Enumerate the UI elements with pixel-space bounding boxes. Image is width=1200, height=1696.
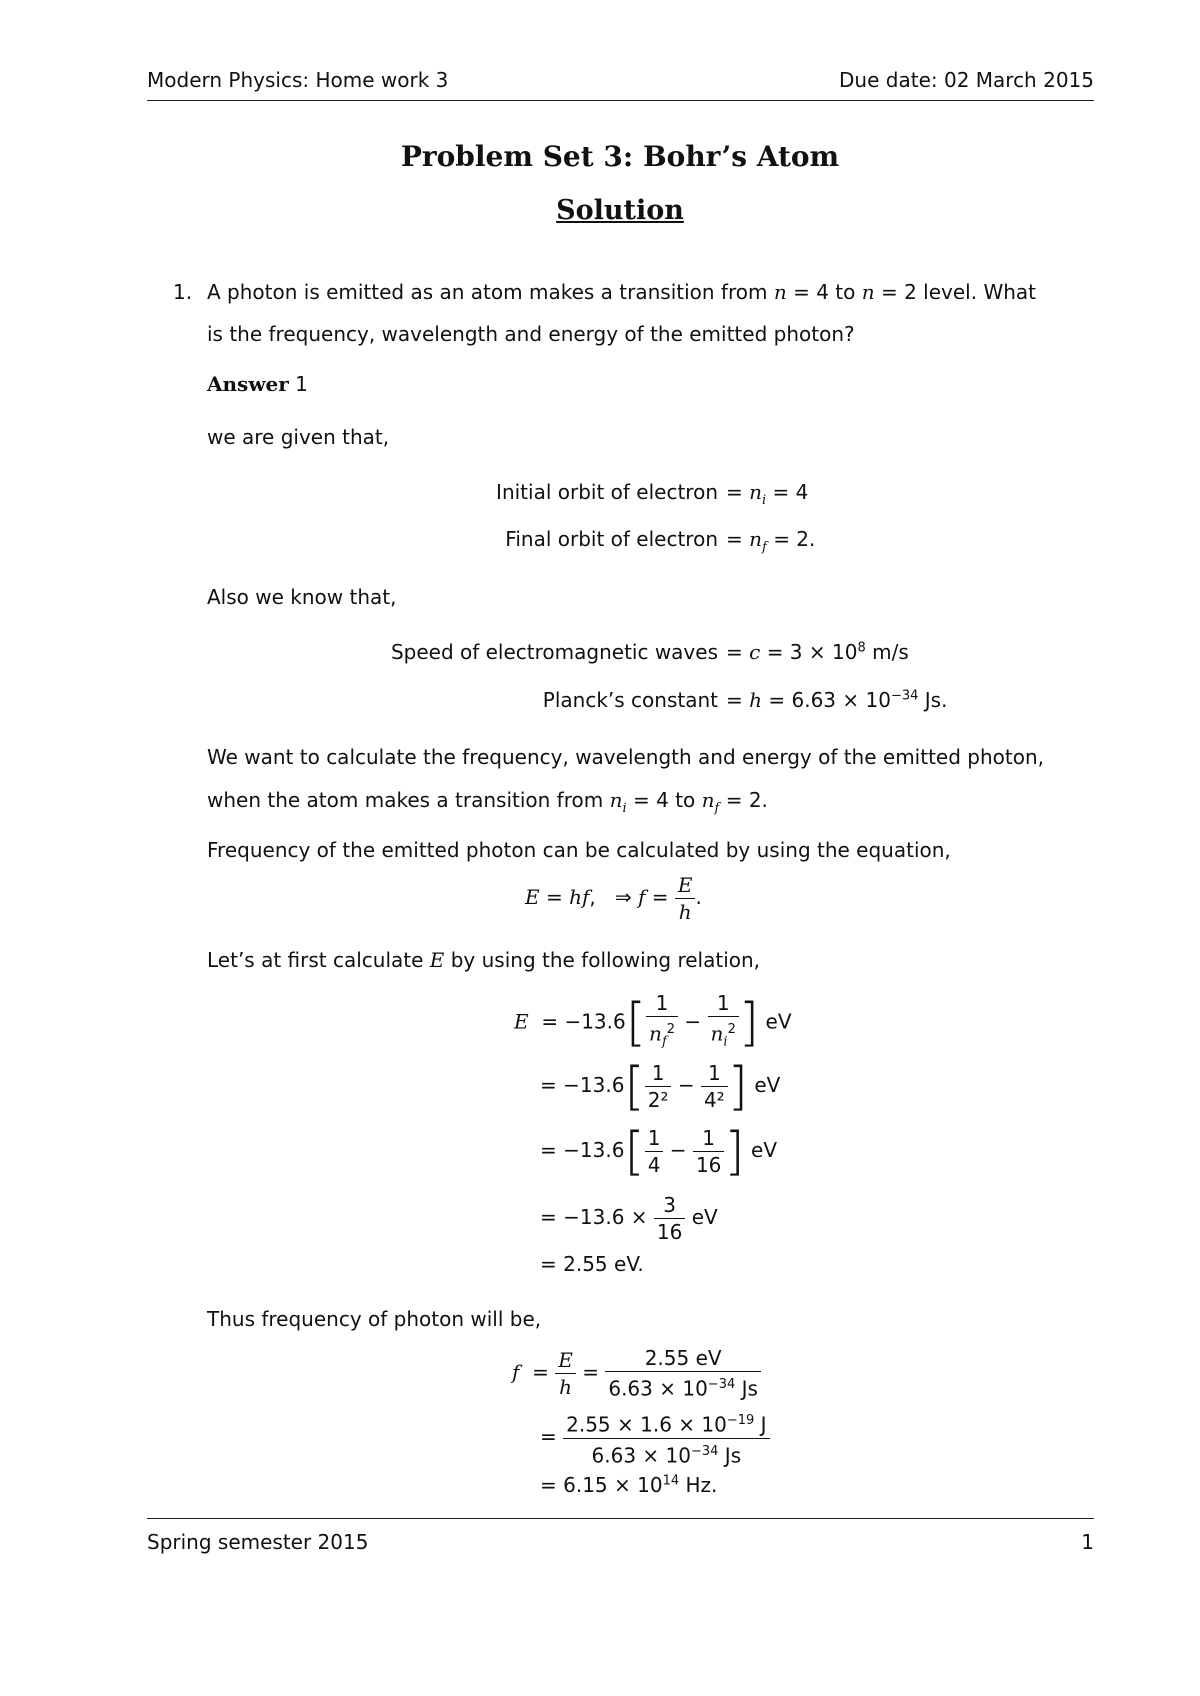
equation-e-hf: E = hf, ⇒ f = $\frac{E}{h}$ .: [525, 873, 702, 924]
question-number: 1.: [173, 280, 193, 304]
header-course: Modern Physics: Home work 3: [147, 68, 449, 92]
want-line2: when the atom makes a transition from $n_i = 4$ to $n_f = 2$.: [207, 788, 768, 816]
given-intro: we are given that,: [207, 425, 390, 449]
calc-intro: Let’s at first calculate E by using the following relation,: [207, 948, 761, 972]
header-rule: [147, 100, 1094, 101]
question-text-line2: is the frequency, wavelength and energy of the emitted photon?: [207, 322, 855, 346]
energy-step-4: = −13.6 × $\frac{3}{16}$ eV: [540, 1193, 718, 1244]
freq-step-1: f = $\frac{E}{h}$ = $\frac{2.55 eV}{6.63 \times 10^{-34} Js}$: [512, 1345, 761, 1402]
footer-rule: [147, 1518, 1094, 1519]
energy-step-2: = −13.6[ $\frac{1}{\text{2²}}$ − $\frac{1}{\text{4²}}$ ] eV: [540, 1056, 781, 1117]
answer-heading: Answer 1: [207, 372, 308, 396]
given-initial-value: = $n_i = 4$: [726, 480, 809, 508]
header-due-date: Due date: 02 March 2015: [839, 68, 1094, 92]
page-number: 1: [1081, 1530, 1094, 1554]
given-final-orbit: Final orbit of electron: [505, 527, 718, 551]
const-speed-label: Speed of electromagnetic waves: [390, 640, 718, 664]
const-planck-value: = $h = 6.63 \times 10^{-34}$ Js.: [726, 688, 948, 712]
thus-intro: Thus frequency of photon will be,: [207, 1307, 542, 1331]
want-line1: We want to calculate the frequency, wavelength and energy of the emitted photon,: [207, 745, 1045, 769]
page-subtitle: Solution: [556, 195, 684, 226]
given-initial-orbit: Initial orbit of electron: [496, 480, 718, 504]
freq-step-2: = $\frac{2.55 \times 1.6 \times 10^{-19} J}{6.63 \times 10^{-34} Js}$: [540, 1408, 770, 1468]
given-final-value: = $n_f = 2$.: [726, 527, 816, 555]
page-title: Problem Set 3: Bohr’s Atom: [400, 140, 840, 173]
energy-result: = 2.55 eV.: [540, 1252, 644, 1276]
const-speed-value: = $c = 3 \times 10^8$ m/s: [726, 640, 909, 664]
question-text-line1: A photon is emitted as an atom makes a transition from n = 4 to n = 2 level. What: [207, 280, 1036, 304]
const-planck-label: Planck’s constant: [542, 688, 718, 712]
energy-step-3: = −13.6[ $\frac{1}{4}$ − $\frac{1}{16}$ ] eV: [540, 1121, 778, 1182]
footer-semester: Spring semester 2015: [147, 1530, 369, 1554]
freq-result: = $6.15 \times 10^{14}$ Hz.: [540, 1473, 718, 1497]
also-intro: Also we know that,: [207, 585, 397, 609]
energy-step-1: E = −13.6[ $\frac{1}{n_f^2}$ − $\frac{1}{n_i^2}$ ] eV: [514, 991, 792, 1053]
freq-intro: Frequency of the emitted photon can be calculated by using the equation,: [207, 838, 951, 862]
